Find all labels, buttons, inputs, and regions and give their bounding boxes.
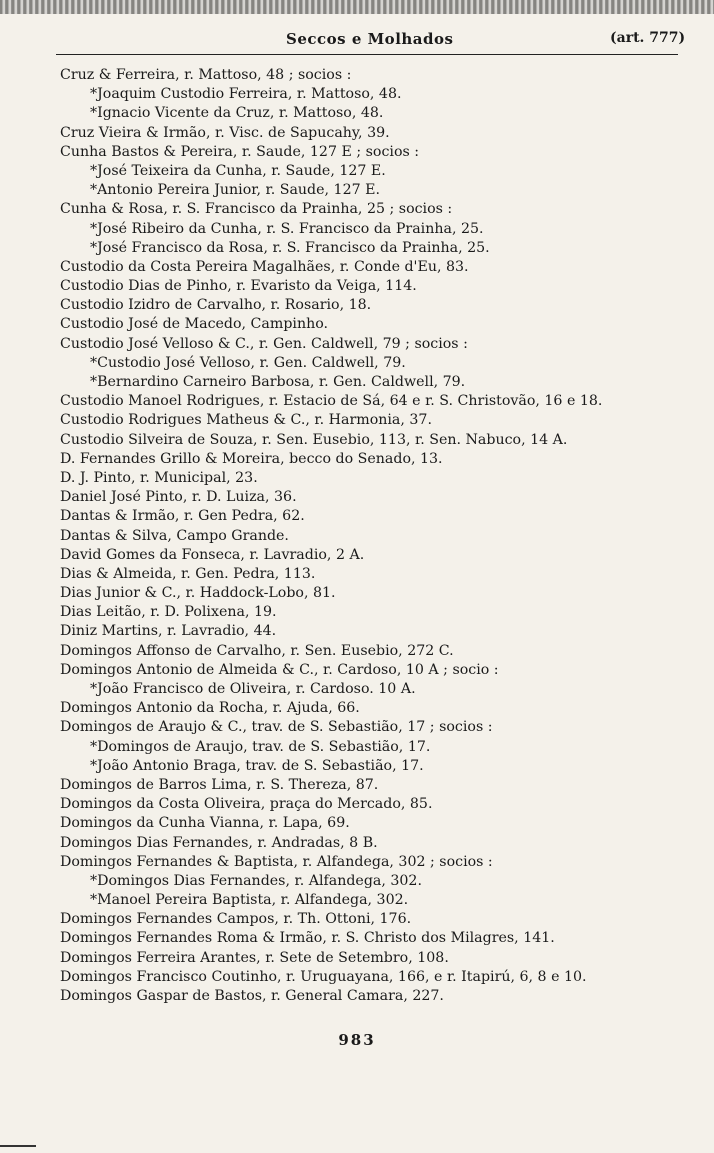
firm-entry: Custodio José Velloso & C., r. Gen. Caldwell, 79 ; socios : xyxy=(60,335,468,352)
firm-entry: Domingos Fernandes Campos, r. Th. Ottoni, 176. xyxy=(60,911,412,928)
page-bottom-mark xyxy=(0,1145,36,1147)
partner-entry: *Domingos Dias Fernandes, r. Alfandega, 302. xyxy=(90,872,422,889)
firm-entry: Dias Leitão, r. D. Polixena, 19. xyxy=(60,604,277,621)
page-top-edge xyxy=(0,0,714,14)
firm-entry: Cunha & Rosa, r. S. Francisco da Prainha, 25 ; socios : xyxy=(60,201,453,218)
partner-entry: *José Ribeiro da Cunha, r. S. Francisco da Prainha, 25. xyxy=(90,220,484,237)
partner-entry: *João Antonio Braga, trav. de S. Sebastião, 17. xyxy=(90,757,424,774)
partner-entry: *João Francisco de Oliveira, r. Cardoso. 10 A. xyxy=(90,681,416,697)
firm-entry: D. Fernandes Grillo & Moreira, becco do Senado, 13. xyxy=(60,450,443,467)
firm-entry: David Gomes da Fonseca, r. Lavradio, 2 A. xyxy=(60,546,365,563)
firm-entry: Domingos Gaspar de Bastos, r. General Camara, 227. xyxy=(60,988,444,1004)
firm-entry: Diniz Martins, r. Lavradio, 44. xyxy=(60,623,277,640)
firm-entry: Daniel José Pinto, r. D. Luiza, 36. xyxy=(60,489,297,506)
partner-entry: *Domingos de Araujo, trav. de S. Sebastião, 17. xyxy=(90,738,431,755)
firm-entry: Domingos Antonio de Almeida & C., r. Cardoso, 10 A ; socio : xyxy=(60,661,499,678)
partner-entry: *Bernardino Carneiro Barbosa, r. Gen. Caldwell, 79. xyxy=(90,374,466,390)
firm-entry: Domingos Antonio da Rocha, r. Ajuda, 66. xyxy=(60,700,360,717)
firm-entry: Domingos de Barros Lima, r. S. Thereza, 87. xyxy=(60,776,379,793)
directory-listing xyxy=(0,66,714,1006)
firm-entry: Domingos Ferreira Arantes, r. Sete de Setembro, 108. xyxy=(60,949,449,966)
page-footer xyxy=(0,1030,714,1049)
running-title: Seccos e Molhados xyxy=(286,30,454,48)
firm-entry: Custodio Manoel Rodrigues, r. Estacio de Sá, 64 e r. S. Christovão, 16 e 18. xyxy=(60,393,603,410)
firm-entry: Domingos Fernandes Roma & Irmão, r. S. Christo dos Milagres, 141. xyxy=(60,930,555,947)
firm-entry: Domingos Francisco Coutinho, r. Uruguayana, 166, e r. Itapirú, 6, 8 e 10. xyxy=(60,968,587,985)
firm-entry: Dias & Almeida, r. Gen. Pedra, 113. xyxy=(60,565,316,582)
firm-entry: Dantas & Irmão, r. Gen Pedra, 62. xyxy=(60,508,305,525)
page-header xyxy=(0,28,714,58)
partner-entry: *José Teixeira da Cunha, r. Saude, 127 E. xyxy=(90,162,386,179)
firm-entry: Custodio Dias de Pinho, r. Evaristo da Veiga, 114. xyxy=(60,278,417,295)
firm-entry: Dantas & Silva, Campo Grande. xyxy=(60,527,289,544)
firm-entry: Custodio Silveira de Souza, r. Sen. Eusebio, 113, r. Sen. Nabuco, 14 A. xyxy=(60,431,568,448)
firm-entry: Custodio Rodrigues Matheus & C., r. Harmonia, 37. xyxy=(60,412,432,429)
firm-entry: Cunha Bastos & Pereira, r. Saude, 127 E ; socios : xyxy=(60,143,420,160)
firm-entry: Custodio José de Macedo, Campinho. xyxy=(60,316,329,333)
page-number: 983 xyxy=(338,1031,376,1049)
firm-entry: Domingos da Cunha Vianna, r. Lapa, 69. xyxy=(60,815,350,832)
partner-entry: *José Francisco da Rosa, r. S. Francisco da Prainha, 25. xyxy=(90,239,490,256)
firm-entry: Domingos Dias Fernandes, r. Andradas, 8 B. xyxy=(60,834,378,851)
firm-entry: Domingos de Araujo & C., trav. de S. Sebastião, 17 ; socios : xyxy=(60,719,493,736)
firm-entry: Domingos Fernandes & Baptista, r. Alfandega, 302 ; socios : xyxy=(60,853,493,870)
firm-entry: D. J. Pinto, r. Municipal, 23. xyxy=(60,469,258,486)
firm-entry: Dias Junior & C., r. Haddock-Lobo, 81. xyxy=(60,585,336,602)
firm-entry: Custodio da Costa Pereira Magalhães, r. Conde d'Eu, 83. xyxy=(60,258,469,275)
partner-entry: *Joaquim Custodio Ferreira, r. Mattoso, 48. xyxy=(90,86,402,103)
header-rule xyxy=(56,54,678,55)
firm-entry: Cruz Vieira & Irmão, r. Visc. de Sapucahy, 39. xyxy=(60,124,390,141)
firm-entry: Domingos Affonso de Carvalho, r. Sen. Eusebio, 272 C. xyxy=(60,642,454,659)
article-reference: (art. 777) xyxy=(610,30,686,46)
firm-entry: Domingos da Costa Oliveira, praça do Mercado, 85. xyxy=(60,796,433,813)
partner-entry: *Custodio José Velloso, r. Gen. Caldwell, 79. xyxy=(90,354,406,371)
partner-entry: *Antonio Pereira Junior, r. Saude, 127 E. xyxy=(90,182,381,199)
partner-entry: *Ignacio Vicente da Cruz, r. Mattoso, 48. xyxy=(90,105,384,122)
firm-entry: Cruz & Ferreira, r. Mattoso, 48 ; socios : xyxy=(60,67,352,83)
partner-entry: *Manoel Pereira Baptista, r. Alfandega, 302. xyxy=(90,892,409,909)
firm-entry: Custodio Izidro de Carvalho, r. Rosario, 18. xyxy=(60,297,372,314)
